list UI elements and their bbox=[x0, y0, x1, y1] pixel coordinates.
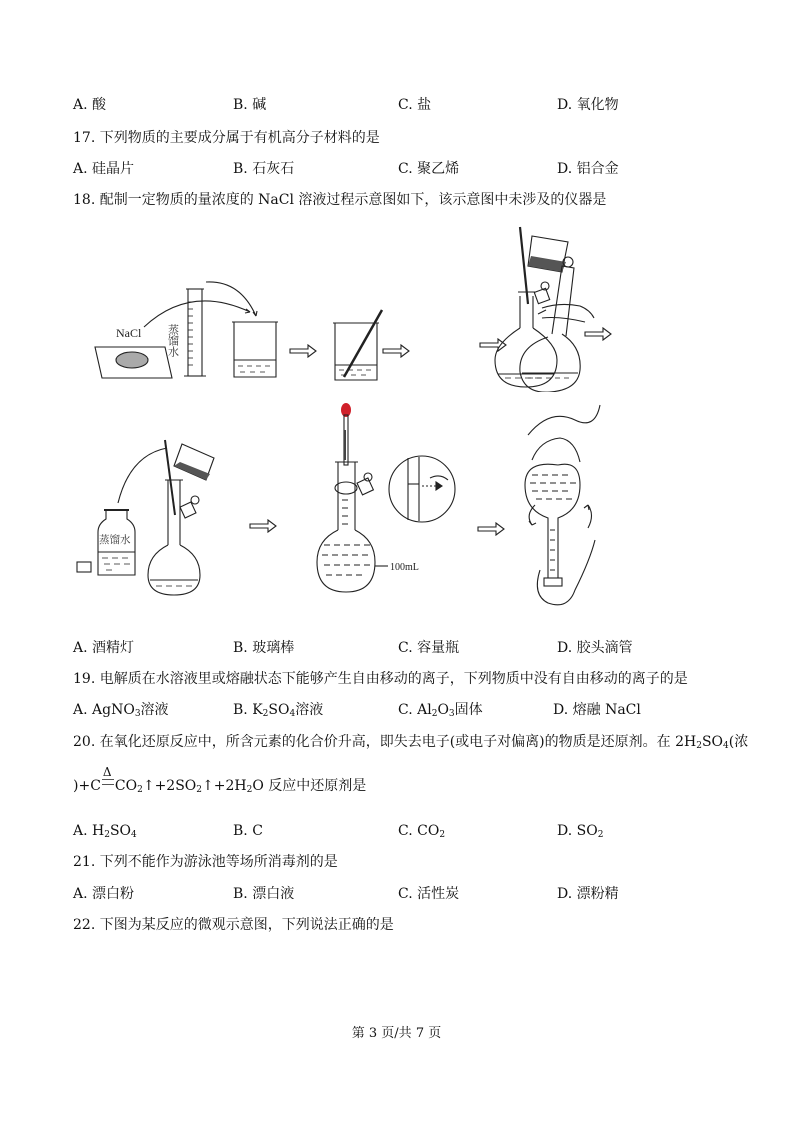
process-arrow-icon bbox=[383, 345, 409, 357]
process-arrow-icon bbox=[585, 328, 611, 340]
q17-option-a: A. 硅晶片 bbox=[73, 161, 135, 177]
q18-option-b: B. 玻璃棒 bbox=[233, 640, 295, 656]
q21-stem: 21. 下列不能作为游泳池等场所消毒剂的是 bbox=[73, 854, 338, 870]
q21-option-a: A. 漂白粉 bbox=[73, 886, 135, 902]
q19-option-b: B. $K_2SO_4$溶液 bbox=[233, 702, 324, 719]
dropper-filling-flask-icon bbox=[317, 403, 388, 592]
beaker-icon bbox=[232, 322, 278, 377]
q16-option-b: B. 碱 bbox=[233, 97, 267, 113]
process-arrow-icon bbox=[478, 523, 504, 535]
q16-option-d: D. 氧化物 bbox=[557, 97, 619, 113]
volumetric-flask-transfer-icon bbox=[495, 227, 568, 387]
bottle-stopper-icon bbox=[77, 562, 91, 572]
q19-option-d: D. 熔融 NaCl bbox=[553, 702, 641, 718]
q20-equation: )+C Δ $CO_2↑+2SO_2↑+2H_2O$ 反应中还原剂是 bbox=[73, 765, 367, 795]
nacl-solution-preparation-figure-row2 bbox=[70, 400, 610, 615]
q20-stem-line1: 20. 在氧化还原反应中，所含元素的化合价升高，即失去电子(或电子对偏离)的物质是还原剂。在 $2H_2SO_4$(浓 bbox=[73, 734, 749, 751]
nacl-label: NaCl bbox=[116, 326, 142, 340]
q18-option-a: A. 酒精灯 bbox=[73, 640, 135, 656]
q21-option-c: C. 活性炭 bbox=[398, 886, 460, 902]
q20-option-a: A. $H_2SO_4$ bbox=[73, 823, 137, 840]
page-number: 第 3 页/共 7 页 bbox=[351, 1026, 442, 1041]
q17-option-d: D. 铝合金 bbox=[557, 161, 619, 177]
flask-inversion-icon bbox=[520, 257, 594, 392]
process-arrow-icon bbox=[480, 339, 506, 351]
q17-stem: 17. 下列物质的主要成分属于有机高分子材料的是 bbox=[73, 130, 380, 146]
q17-option-c: C. 聚乙烯 bbox=[398, 161, 460, 177]
distilled-water-label: 蒸馏水 bbox=[166, 324, 180, 357]
process-arrow-icon bbox=[290, 345, 316, 357]
q16-option-c: C. 盐 bbox=[398, 97, 432, 113]
eye-level-reading-detail-icon bbox=[389, 456, 455, 522]
weighing-paper-icon bbox=[95, 347, 172, 378]
q16-option-a: A. 酸 bbox=[73, 97, 107, 113]
q22-stem: 22. 下图为某反应的微观示意图，下列说法正确的是 bbox=[73, 917, 394, 933]
flask-inverting-mixing-icon bbox=[525, 405, 600, 605]
bottle-label: 蒸馏水 bbox=[99, 534, 131, 546]
q18-stem: 18. 配制一定物质的量浓度的 NaCl 溶液过程示意图如下，该示意图中未涉及的仪器是 bbox=[73, 192, 607, 208]
beaker-with-stirring-rod-icon bbox=[333, 310, 382, 380]
q19-option-c: C. $Al_2O_3$固体 bbox=[398, 702, 483, 719]
q21-option-b: B. 漂白液 bbox=[233, 886, 295, 902]
q20-option-b: B. C bbox=[233, 823, 263, 839]
q19-option-a: A. AgNO$_3$溶液 bbox=[73, 702, 169, 719]
heating-condition-icon: Δ bbox=[101, 777, 115, 795]
volumetric-flask-rinse-transfer-icon bbox=[148, 440, 214, 595]
nacl-solution-preparation-figure-row1 bbox=[80, 222, 640, 392]
volume-mark-label: 100mL bbox=[390, 562, 419, 573]
process-arrow-icon bbox=[250, 520, 276, 532]
q18-option-c: C. 容量瓶 bbox=[398, 640, 460, 656]
q18-option-d: D. 胶头滴管 bbox=[557, 640, 633, 656]
q20-option-c: C. $CO_2$ bbox=[398, 823, 446, 840]
q17-option-b: B. 石灰石 bbox=[233, 161, 295, 177]
q21-option-d: D. 漂粉精 bbox=[557, 886, 619, 902]
q20-option-d: D. $SO_2$ bbox=[557, 823, 604, 840]
q19-stem: 19. 电解质在水溶液里或熔融状态下能够产生自由移动的离子，下列物质中没有自由移动的离子的是 bbox=[73, 671, 688, 687]
